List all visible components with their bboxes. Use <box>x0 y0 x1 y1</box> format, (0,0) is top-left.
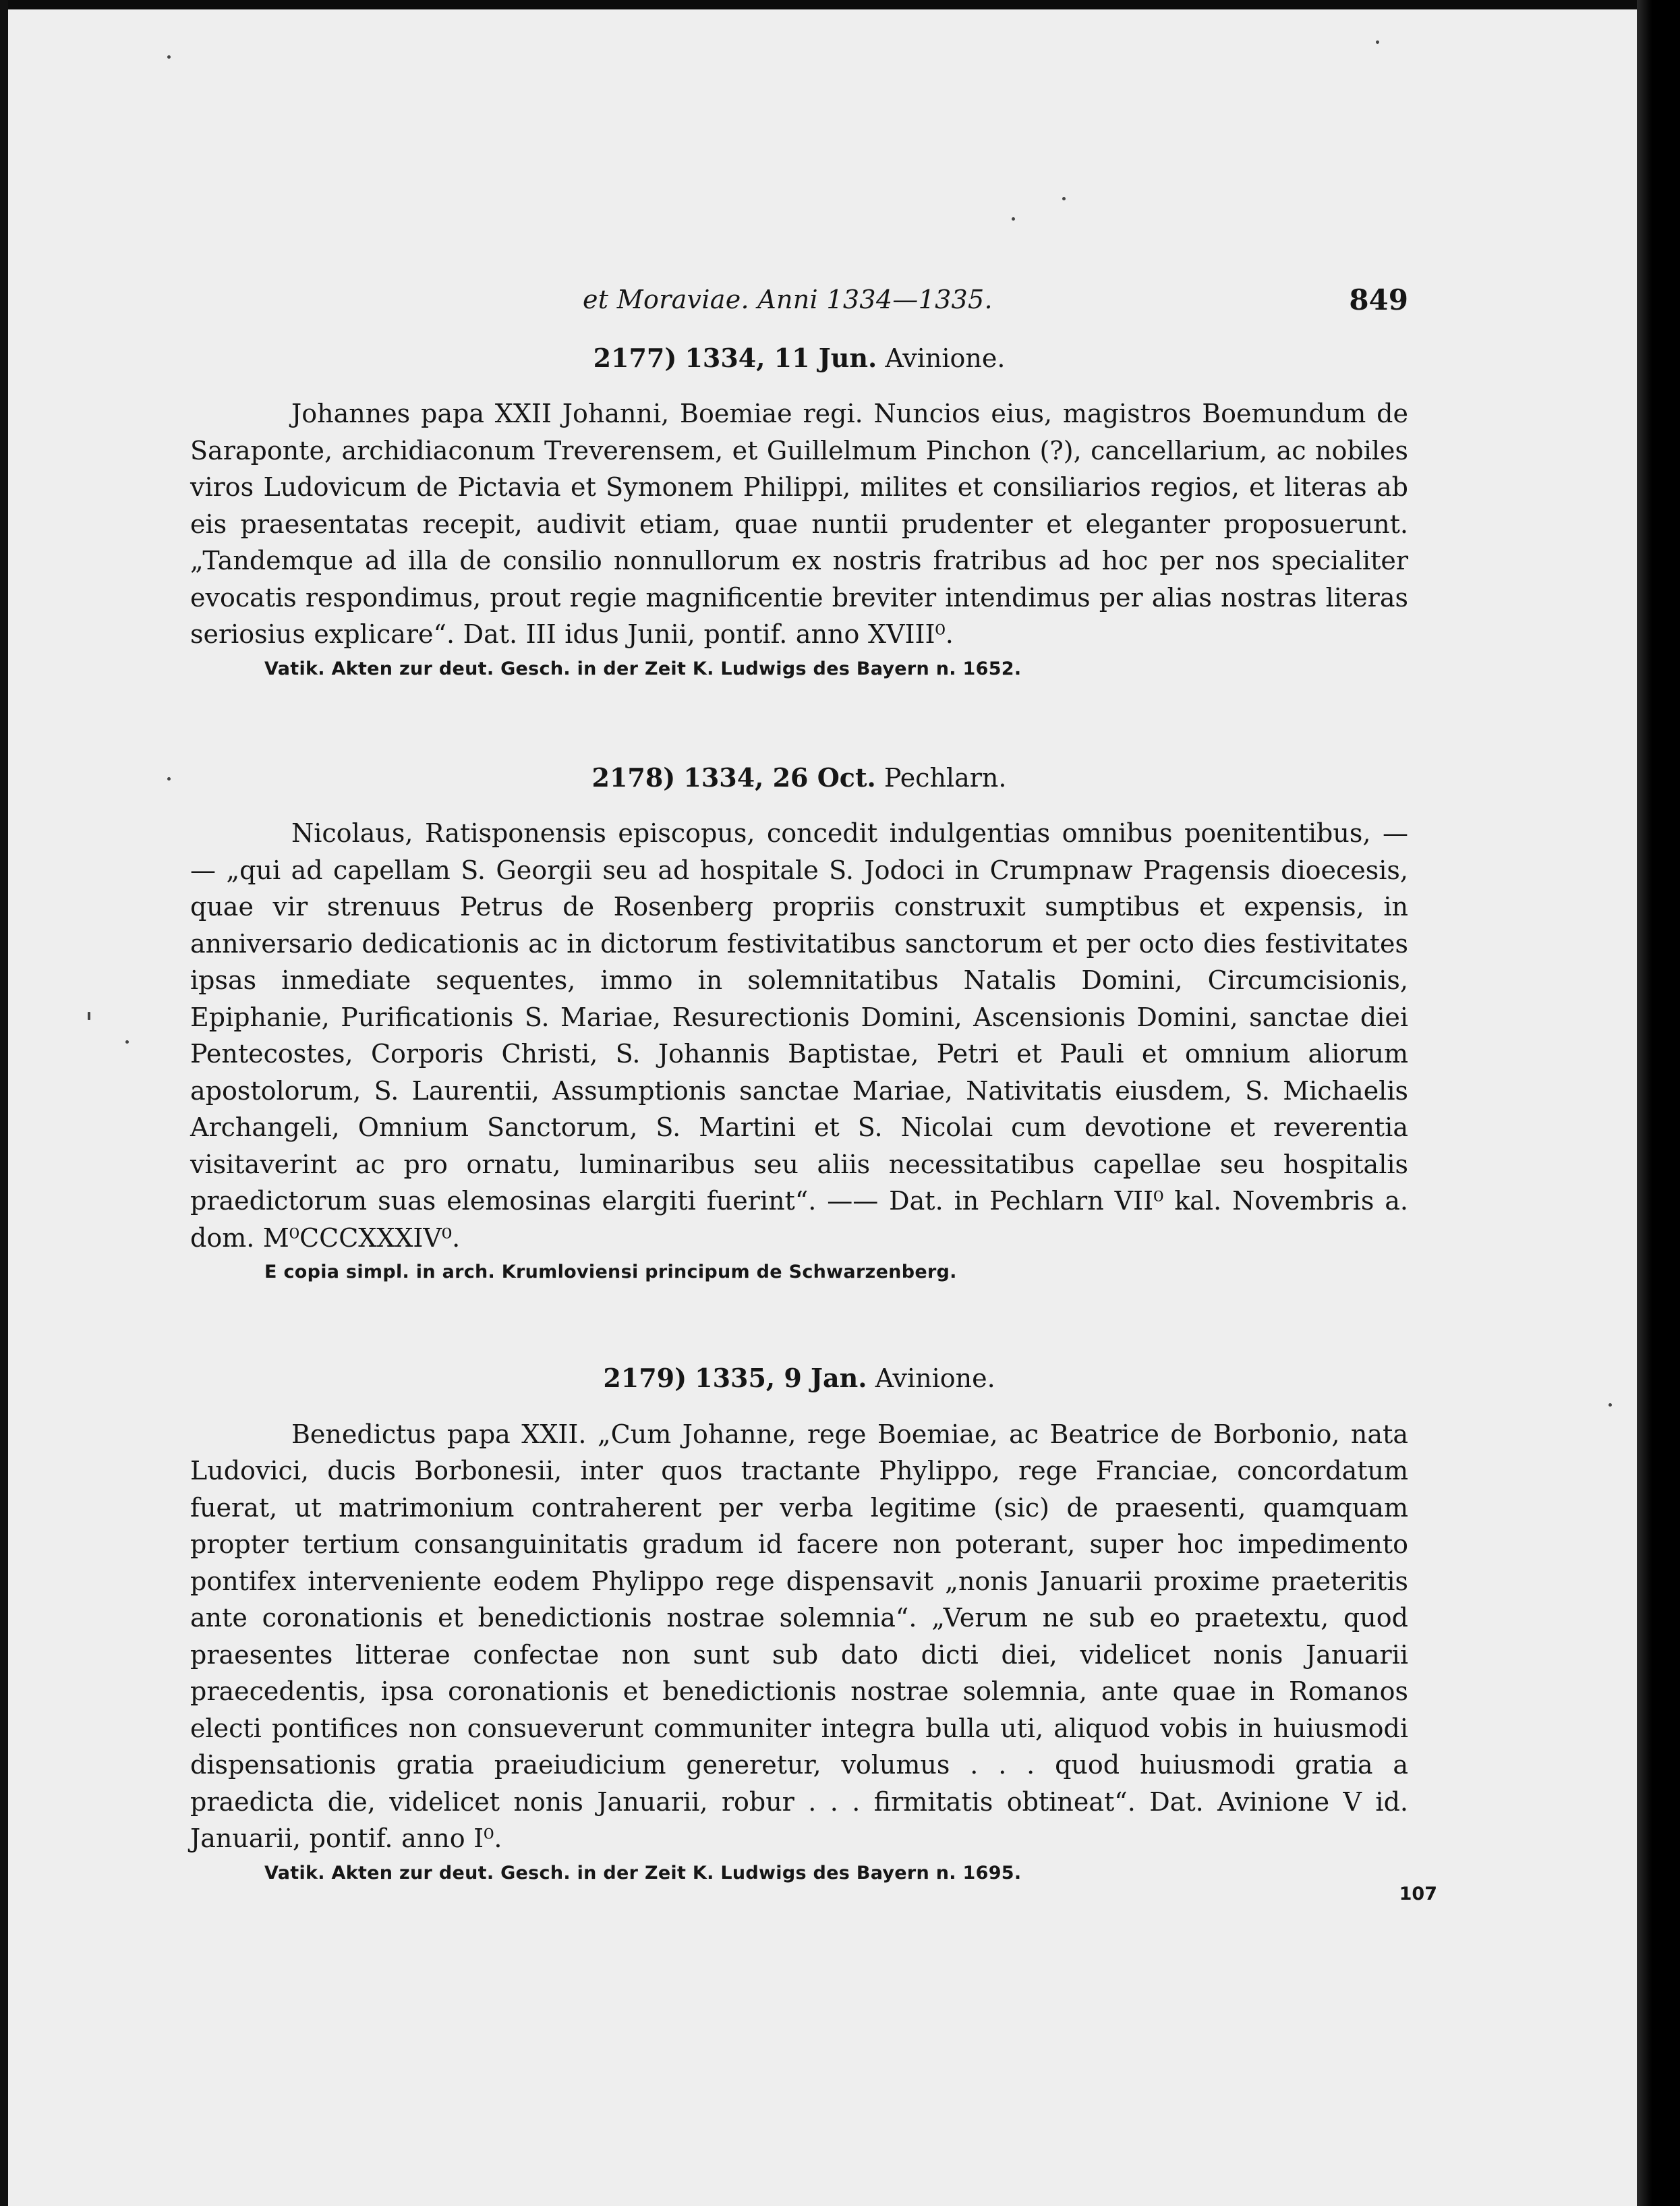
running-head <box>190 270 1408 317</box>
entry-date: 1334, 11 Jun. <box>685 343 877 373</box>
scan-speck <box>1609 1403 1612 1407</box>
entry-date: 1335, 9 Jan. <box>695 1363 867 1394</box>
scan-border-top <box>0 0 1680 9</box>
page-number: 849 <box>1349 283 1408 316</box>
entry-heading <box>190 761 1408 795</box>
entry-text: Nicolaus, Ratisponensis episcopus, concedit indulgentias omnibus poenitentibus, — — „qui ad capellam S. Georgii seu ad hospitale S. Jodoci in Crumpnaw Pragensis dioecesis, quae vir strenuus Petrus de Rosenberg propriis construxit sumptibus et expensis, in anniversario dedicationis ac in dictorum festivitatibus sanctorum et per octo dies festivitates ipsas inmediate sequentes, immo in solemnitatibus Natalis Domini, Circumcisionis, Epiphanie, Purificationis S. Mariae, Resurectionis Domini, Ascensionis Domini, sanctae diei Pentecostes, Corporis Christi, S. Johannis Baptistae, Petri et Pauli et omnium aliorum apostolorum, S. Laurentii, Assumptionis sanctae Mariae, Nativitatis eiusdem, S. Michaelis Archangeli, Omnium Sanctorum, S. Martini et S. Nicolai cum devotione et reverentia visitaverint ac pro ornatu, luminaribus seu aliis necessitatibus capellae seu hospitalis praedictorum suas elemosinas elargiti fuerint“. —— Dat. in Pechlarn VII⁰ kal. Novembris a. dom. M⁰CCCXXXIV⁰. <box>190 818 1408 1253</box>
entry-2178 <box>190 761 1408 1286</box>
entry-number: 2178) <box>591 762 676 793</box>
entry-source: E copia simpl. in arch. Krumloviensi principum de Schwarzenberg. <box>264 1262 957 1283</box>
scan-speck <box>1062 197 1066 200</box>
entry-2177 <box>190 341 1408 683</box>
scan-speck <box>1376 40 1379 44</box>
scan-speck <box>167 55 171 59</box>
entry-text: Johannes papa XXII Johanni, Boemiae regi. Nuncios eius, magistros Boemundum de Saraponte, archidiaconum Treverensem, et Guillelmum Pinchon (?), cancellarium, ac nobiles viros Ludovicum de Pictavia et Symonem Philippi, milites et consiliarios regios, et literas ab eis praesentatas recepit, audivit etiam, quae nuntii prudenter et eleganter proposuerunt. „Tandemque ad illa de consilio nonnullorum ex nostris fratribus ad hoc per nos specialiter evocatis respondimus, prout regie magnificentie breviter intendimus per alias nostras literas seriosius explicare“. Dat. III idus Junii, pontif. anno XVIII⁰. <box>190 399 1408 650</box>
entry-heading <box>190 341 1408 375</box>
scan-speck <box>125 1040 129 1044</box>
scan-speck <box>88 1012 90 1020</box>
entry-number: 2177) <box>593 343 677 373</box>
entry-2179 <box>190 1361 1408 1886</box>
scan-speck <box>1012 217 1015 221</box>
scan-border-left <box>0 0 8 2206</box>
entry-source: Vatik. Akten zur deut. Gesch. in der Zeit K. Ludwigs des Bayern n. 1695. <box>264 1862 1022 1884</box>
entry-place: Avinione. <box>875 1363 995 1394</box>
entry-text: Benedictus papa XXII. „Cum Johanne, rege Boemiae, ac Beatrice de Borbonio, nata Ludovici, ducis Borbonesii, inter quos tractante Phylippo, rege Franciae, concordatum fuerat, ut matrimonium contraherent per verba legitime (sic) de praesenti, quamquam propter tertium consanguinitatis gradum id facere non poterant, super hoc impedimento pontifex interveniente eodem Phylippo rege dispensavit „nonis Januarii proxime praeteritis ante coronationis et benedictionis nostrae solemnia“. „Verum ne sub eo praetextu, quod praesentes litterae confectae non sunt sub dato dicti diei, videlicet nonis Januarii praecedentis, ipsa coronationis et benedictionis nostrae solemnia, ante quae in Romanos electi pontifices non consueverunt communiter integra bulla uti, aliquod vobis in huiusmodi dispensationis gratia praeiudicium generetur, volumus . . . quod huiusmodi gratia a praedicta die, videlicet nonis Januarii, robur . . . firmitatis obtineat“. Dat. Avinione V id. Januarii, pontif. anno I⁰. <box>190 1419 1408 1854</box>
scan-border-right <box>1637 0 1680 2206</box>
entry-date: 1334, 26 Oct. <box>683 762 876 793</box>
entry-source: Vatik. Akten zur deut. Gesch. in der Zeit K. Ludwigs des Bayern n. 1652. <box>264 658 1022 679</box>
page-content <box>190 270 1408 1887</box>
entry-heading <box>190 1361 1408 1395</box>
entry-number: 2179) <box>603 1363 687 1394</box>
scan-speck <box>167 777 171 781</box>
signature-mark: 107 <box>1399 1884 1437 1904</box>
entry-place: Avinione. <box>885 343 1006 373</box>
running-head-title: et Moraviae. Anni 1334—1335. <box>583 285 993 314</box>
entry-place: Pechlarn. <box>884 762 1007 793</box>
